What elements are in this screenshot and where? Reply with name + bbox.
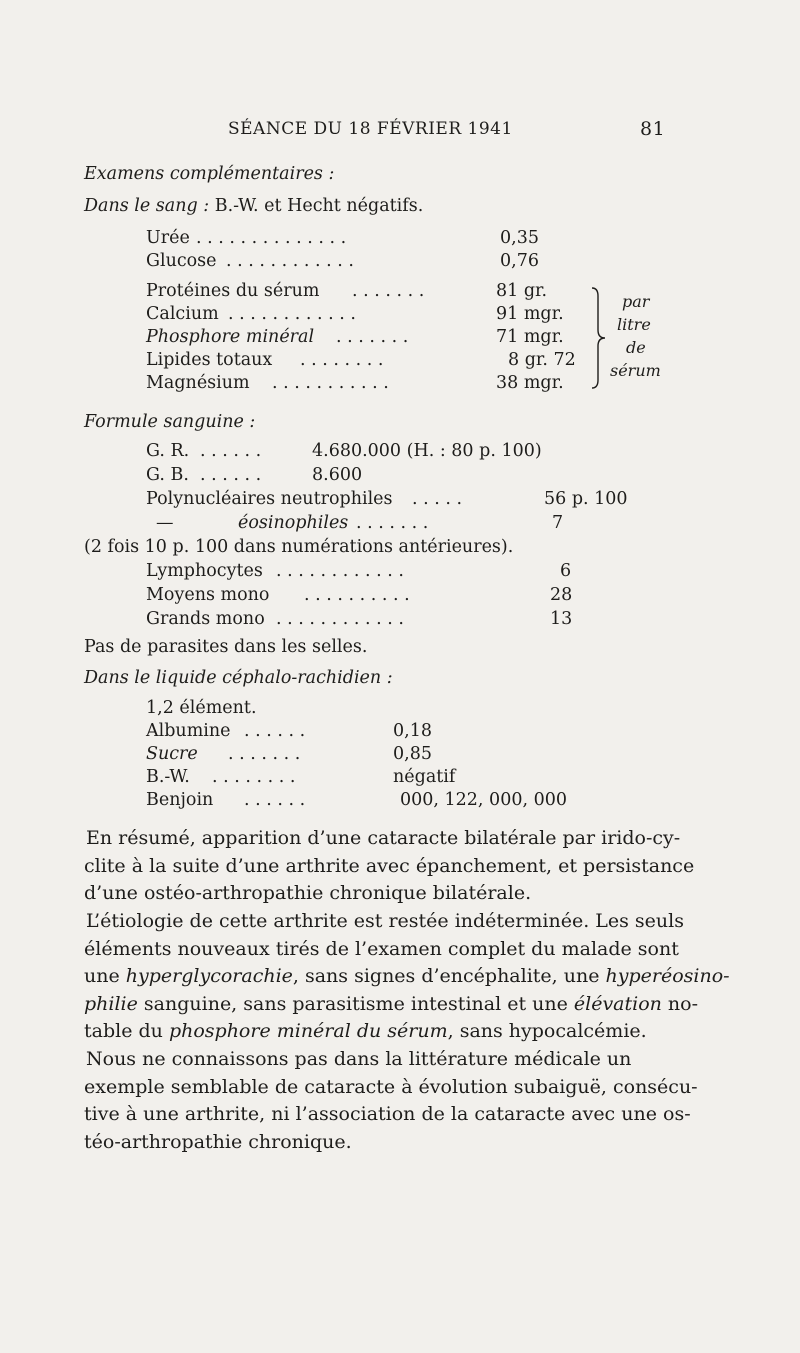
- blood-tests: B.-W. et Hecht négatifs.: [214, 196, 424, 216]
- bw-label: B.-W.: [146, 767, 190, 787]
- sucre-label: Sucre: [146, 744, 198, 764]
- p2-line-2: éléments nouveaux tirés de l’examen complet du malade sont: [84, 937, 679, 960]
- poly-dots: . . . . .: [412, 489, 463, 509]
- gr-dots: . . . . . .: [200, 441, 262, 461]
- row-calcium-label: Calcium: [146, 304, 219, 324]
- moyens-dots: . . . . . . . . . .: [304, 585, 410, 605]
- lympho-value: 6: [560, 561, 572, 581]
- sucre-value: 0,85: [393, 744, 432, 764]
- p3-line-2: exemple semblable de cataracte à évolution subaiguë, consécu-: [84, 1075, 698, 1098]
- blood-line: [84, 194, 423, 218]
- poly-label: Polynucléaires neutrophiles: [146, 489, 393, 509]
- summary-paragraph-3: [84, 1046, 698, 1156]
- p2-line-1: L’étiologie de cette arthrite est restée indéterminée. Les seuls: [86, 910, 684, 932]
- hypereosinophilie-term: hyperéosino-: [605, 965, 730, 987]
- exams-heading: Examens complémentaires :: [84, 164, 335, 184]
- row-lipides-dots: . . . . . . . .: [300, 350, 384, 370]
- p1-line-2: clite à la suite d’une arthrite avec épanchement, et persistance: [84, 854, 695, 877]
- formula-note: (2 fois 10 p. 100 dans numérations antérieures).: [84, 537, 514, 557]
- summary-paragraph-2: [84, 908, 730, 1046]
- row-proteines-label: Protéines du sérum: [146, 281, 320, 301]
- lympho-dots: . . . . . . . . . . . .: [276, 561, 404, 581]
- moyens-value: 28: [550, 585, 573, 605]
- gb-dots: . . . . . .: [200, 465, 262, 485]
- bw-value: négatif: [393, 767, 456, 787]
- blood-label: Dans le sang :: [84, 196, 210, 216]
- row-calcium-value: 91 mgr.: [496, 304, 564, 324]
- grands-value: 13: [550, 609, 573, 629]
- benjoin-label: Benjoin: [146, 790, 214, 810]
- gb-value: 8.600: [312, 465, 363, 485]
- page-number: 81: [640, 118, 666, 140]
- p1-line-1: En résumé, apparition d’une cataracte bilatérale par irido-cy-: [86, 827, 681, 849]
- hyperglycorachie-term: hyperglycorachie: [125, 965, 293, 987]
- elevation-term: élévation: [573, 992, 662, 1015]
- grands-label: Grands mono: [146, 609, 265, 629]
- row-phosphore-label: Phosphore minéral: [146, 327, 315, 347]
- summary-paragraph-1: [84, 825, 695, 908]
- csf-element: 1,2 élément.: [146, 698, 257, 718]
- side-note-2: litre: [617, 315, 651, 334]
- row-phosphore-dots: . . . . . . .: [336, 327, 409, 347]
- sucre-dots: . . . . . . .: [228, 744, 301, 764]
- side-note-3: de: [626, 338, 646, 357]
- p2-line-4: philie sanguine, sans parasitisme intestinal et une élévation no-: [84, 992, 699, 1015]
- p3-line-3: tive à une arthrite, ni l’association de la cataracte avec une os-: [84, 1103, 691, 1125]
- row-glucose-value: 0,76: [500, 251, 539, 271]
- p2-line-5: table du phosphore minéral du sérum, sans hypocalcémie.: [84, 1020, 647, 1042]
- p3-line-1: Nous ne connaissons pas dans la littérature médicale un: [86, 1048, 632, 1070]
- lympho-label: Lymphocytes: [146, 561, 263, 581]
- albumine-dots: . . . . . .: [244, 721, 306, 741]
- row-lipides-label: Lipides totaux: [146, 350, 273, 370]
- bw-dots: . . . . . . . .: [212, 767, 296, 787]
- row-proteines-value: 81 gr.: [496, 281, 548, 301]
- p1-line-3: d’une ostéo-arthropathie chronique bilatérale.: [84, 882, 532, 904]
- gr-value: 4.680.000 (H. : 80 p. 100): [312, 441, 542, 461]
- poly-value: 56 p. 100: [544, 489, 628, 509]
- phosphore-term: phosphore minéral du sérum: [168, 1020, 448, 1042]
- row-glucose-label: Glucose: [146, 251, 217, 271]
- row-magnesium-label: Magnésium: [146, 373, 250, 393]
- row-lipides-value: 8 gr. 72: [508, 350, 576, 370]
- row-uree-value: 0,35: [500, 228, 539, 248]
- p3-line-4: téo-arthropathie chronique.: [84, 1130, 352, 1153]
- benjoin-dots: . . . . . .: [244, 790, 306, 810]
- gb-label: G. B.: [146, 465, 189, 485]
- row-magnesium-value: 38 mgr.: [496, 373, 564, 393]
- row-phosphore-value: 71 mgr.: [496, 327, 564, 347]
- eos-label: éosinophiles: [238, 513, 349, 533]
- row-glucose-dots: . . . . . . . . . . . .: [226, 251, 354, 271]
- row-uree-label: Urée: [146, 228, 190, 248]
- side-note-4: sérum: [610, 361, 661, 380]
- row-uree-dots: . . . . . . . . . . . . . .: [196, 228, 347, 248]
- albumine-label: Albumine: [146, 721, 231, 741]
- running-header: SÉANCE DU 18 FÉVRIER 1941: [228, 119, 513, 139]
- row-magnesium-dots: . . . . . . . . . . .: [272, 373, 389, 393]
- row-calcium-dots: . . . . . . . . . . . .: [228, 304, 356, 324]
- albumine-value: 0,18: [393, 721, 432, 741]
- side-note-1: par: [622, 292, 650, 311]
- grands-dots: . . . . . . . . . . . .: [276, 609, 404, 629]
- benjoin-value: 000, 122, 000, 000: [400, 790, 567, 810]
- parasites-line: Pas de parasites dans les selles.: [84, 637, 368, 657]
- formula-heading: Formule sanguine :: [84, 412, 256, 432]
- curly-brace-icon: [588, 286, 608, 390]
- eos-dash: —: [156, 513, 174, 533]
- row-proteines-dots: . . . . . . .: [352, 281, 425, 301]
- eos-value: 7: [552, 513, 564, 533]
- moyens-label: Moyens mono: [146, 585, 270, 605]
- p2-line-3: une hyperglycorachie, sans signes d’encéphalite, une hyperéosino-: [84, 965, 730, 987]
- csf-heading: Dans le liquide céphalo-rachidien :: [84, 668, 393, 688]
- eos-dots: . . . . . . .: [356, 513, 429, 533]
- gr-label: G. R.: [146, 441, 190, 461]
